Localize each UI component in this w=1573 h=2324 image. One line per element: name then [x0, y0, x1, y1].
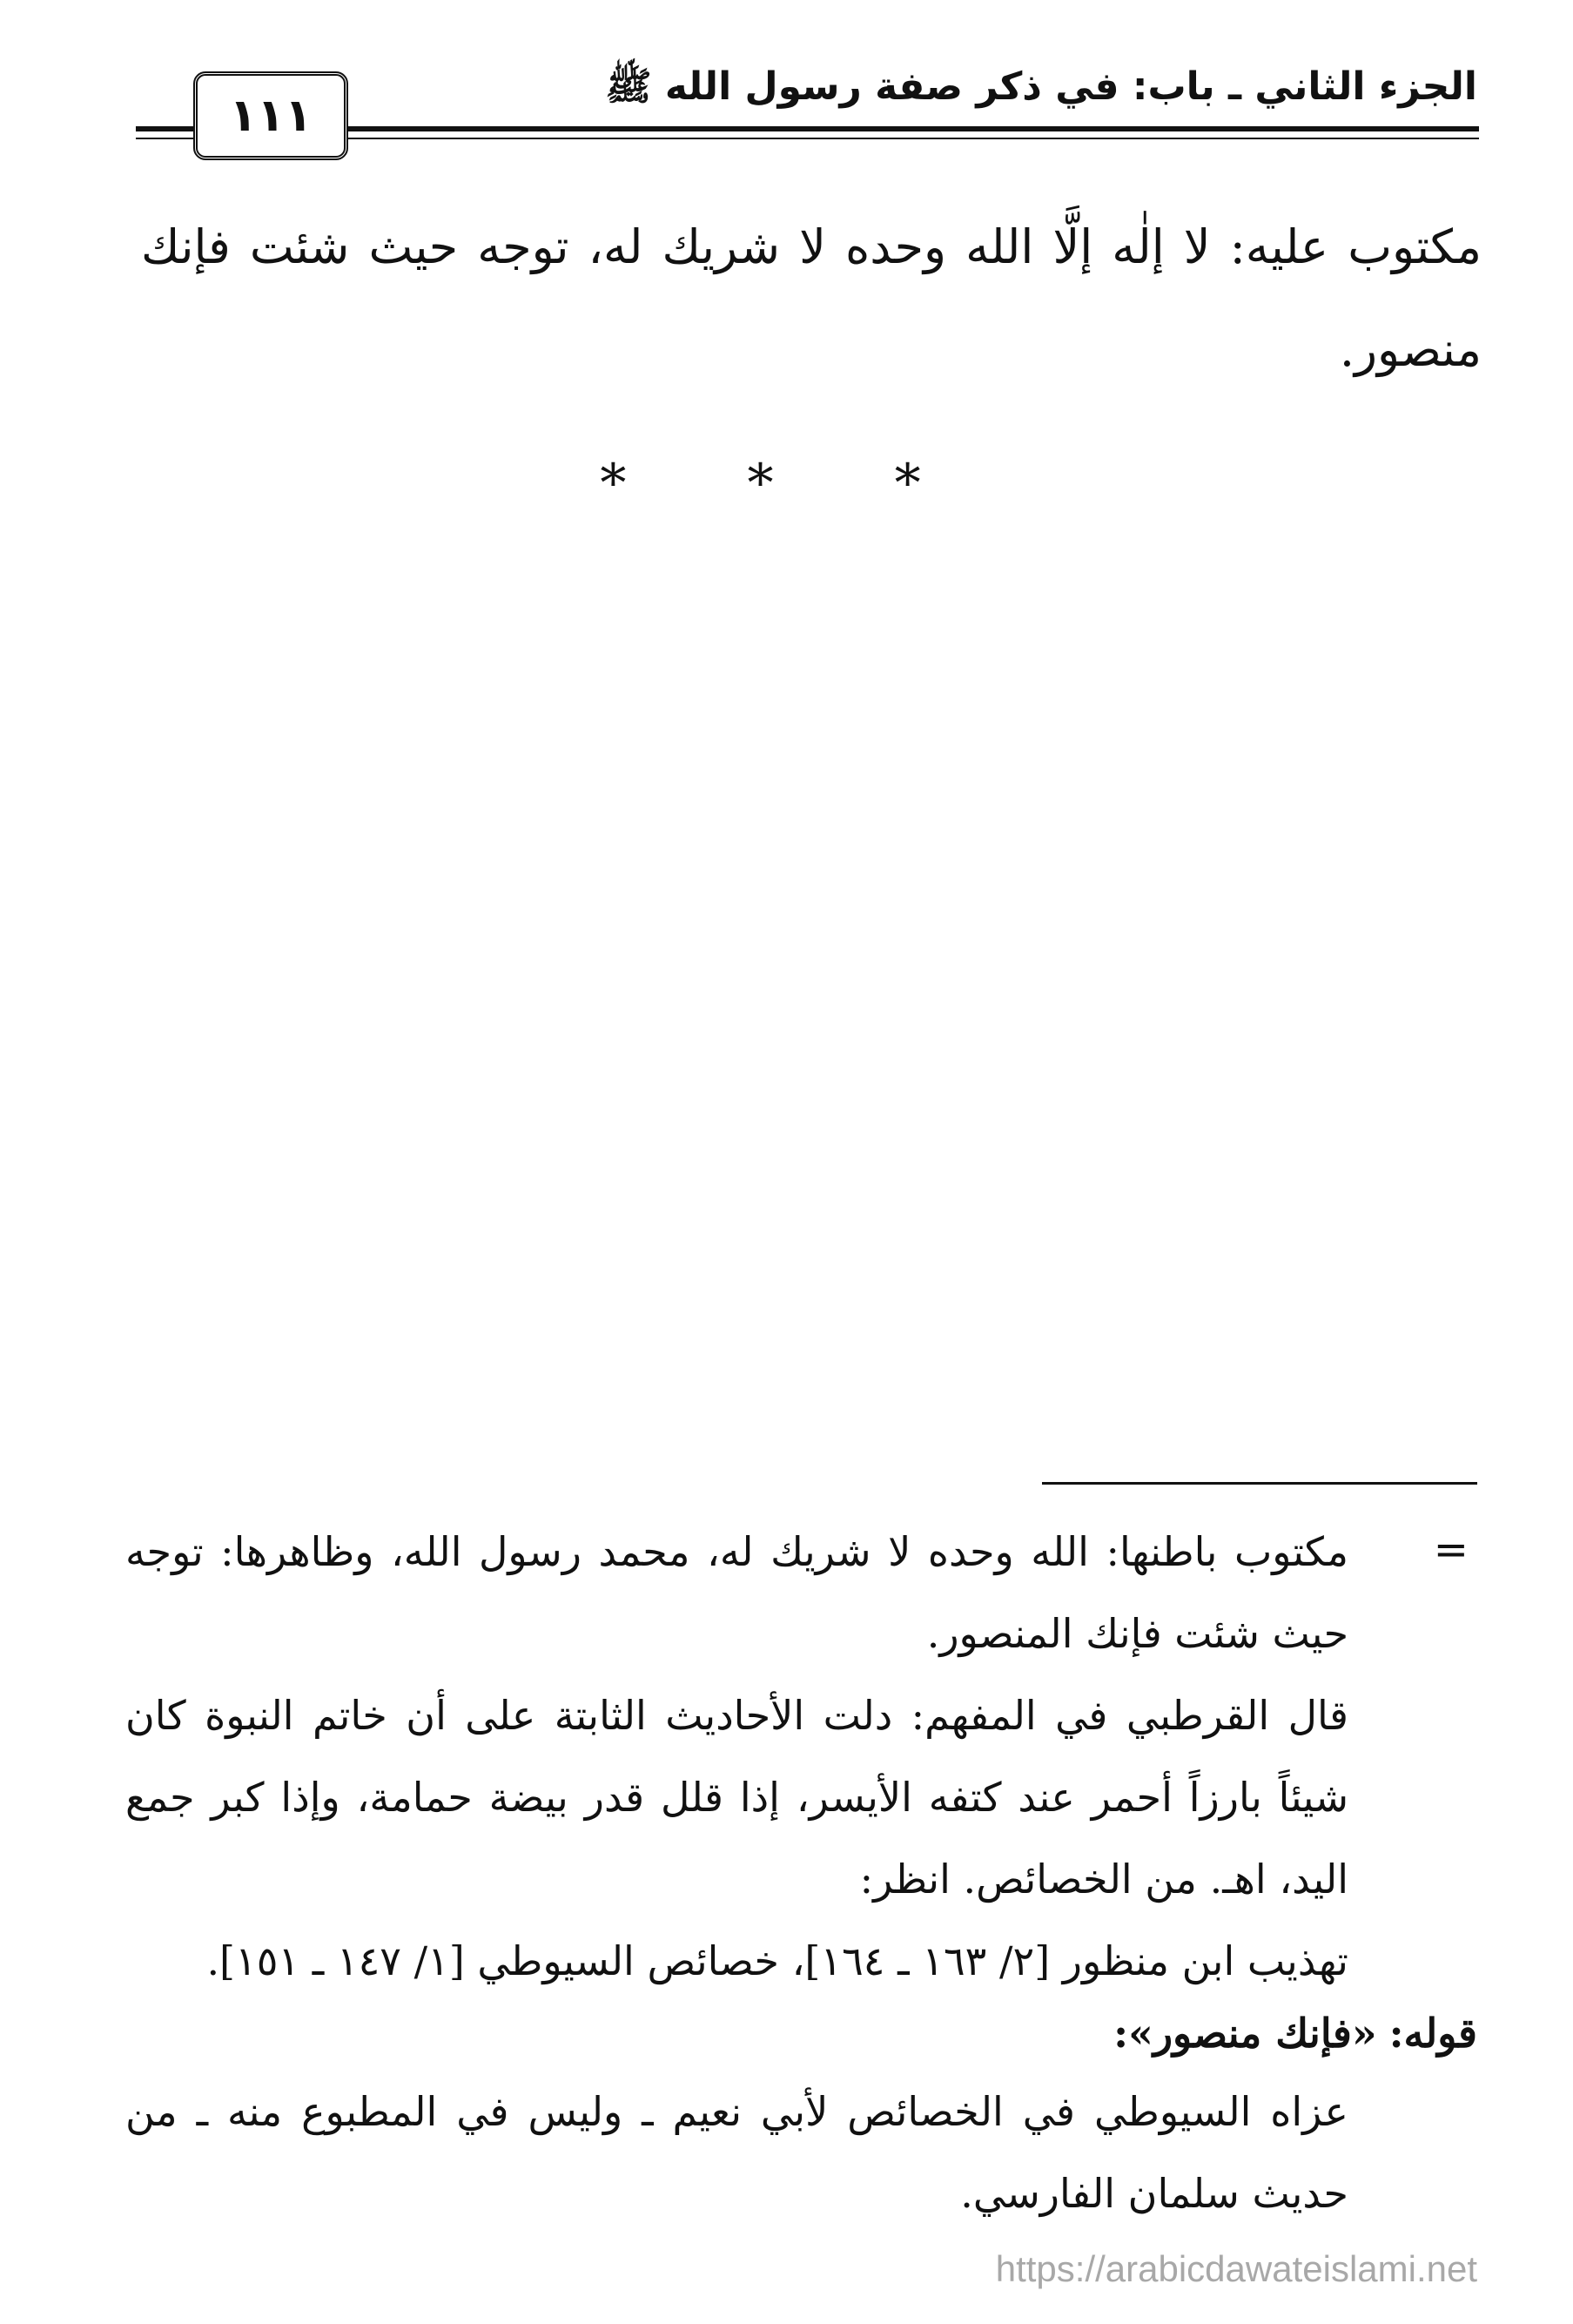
footnote-separator-rule [1042, 1482, 1477, 1485]
qawl-label: قوله: [1388, 2010, 1477, 2057]
watermark-url: https://arabicdawateislami.net [995, 2248, 1477, 2289]
page-number: ١١١ [229, 90, 313, 142]
footnote-paragraph: قال القرطبي في المفهم: دلت الأحاديث الثابتة على أن خاتم النبوة كان شيئاً بارزاً أحمر عند كتفه الأيسر، إذا قلل قدر بيضة حمامة، وإذا كبر جمع اليد، اهـ. من الخصائص. انظر: [125, 1692, 1348, 1903]
footnote-reference: تهذيب ابن منظور [٢/ ١٦٣ ـ ١٦٤]، خصائص السيوطي [١/ ١٤٧ ـ ١٥١]. [206, 1937, 1348, 1984]
footnote-paragraph: مكتوب باطنها: الله وحده لا شريك له، محمد رسول الله، وظاهرها: توجه حيث شئت فإنك المنصور. [125, 1528, 1348, 1657]
qawl-quote: «فإنك منصور»: [1113, 2010, 1377, 2057]
section-separator: * * * [600, 453, 973, 514]
page-number-frame [193, 71, 348, 160]
footnote-block [125, 1511, 1348, 2002]
running-header-title: الجزء الثاني ـ باب: في ذكر صفة رسول الله ﷺ [605, 64, 1477, 109]
footnote-heading [1113, 1994, 1477, 2072]
footnote-continuation-mark: = [1433, 1526, 1469, 1574]
main-paragraph: مكتوب عليه: لا إلٰه إلَّا الله وحده لا شريك له، توجه حيث شئت فإنك منصور. [141, 219, 1482, 377]
footnote-paragraph-last: عزاه السيوطي في الخصائص لأبي نعيم ـ وليس في المطبوع منه ـ من حديث سلمان الفارسي. [125, 2088, 1348, 2217]
